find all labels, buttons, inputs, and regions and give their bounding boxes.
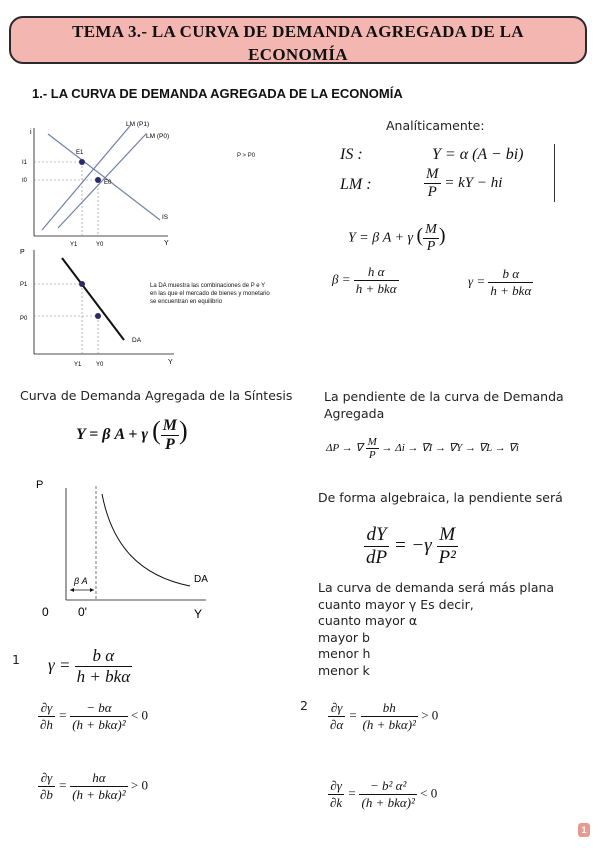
title-banner (9, 16, 587, 64)
e1-label: E1 (76, 150, 84, 156)
brace (548, 144, 555, 202)
i0-label: I0 (22, 178, 28, 184)
y-axis-label-top: Y (164, 240, 169, 247)
algebra-heading: De forma algebraica, la pendiente será (318, 490, 563, 505)
algebra-equation: $\frac{dY}{dP}$ = −γ $\frac{M}{\text{P²}}$ (366, 524, 456, 568)
da-curve-graph (30, 476, 230, 626)
is-equation: Y = α (A − bi) (432, 146, 524, 163)
shift-label: β A (74, 576, 88, 586)
e0-point (95, 177, 101, 183)
e0-label: E0 (104, 180, 112, 186)
item-number-2: 2 (300, 698, 308, 713)
section-heading: 1.- LA CURVA DE DEMANDA AGREGADA DE LA ECONOMÍA (32, 86, 403, 101)
title-line-1: TEMA 3.- LA CURVA DE DEMANDA AGREGADA DE LA (72, 22, 524, 41)
lm-p0-line (58, 134, 146, 228)
i1-label: I1 (22, 160, 28, 166)
title-line-2: ECONOMÍA (248, 45, 348, 64)
synthesis-equation: Y = β A + γ ( $\frac{M}{P}$ ) (76, 416, 188, 453)
origin2-label: 0' (78, 605, 87, 619)
y0-label-top: Y0 (96, 242, 104, 248)
is-label: IS (162, 214, 169, 221)
lm-p1-label: LM (P1) (126, 121, 150, 128)
y1-label-top: Y1 (70, 242, 78, 248)
is-line (48, 134, 160, 220)
origin-label: 0 (42, 605, 49, 619)
is-eq-label: IS : (340, 146, 363, 163)
y-equation: Y = β A + γ ( $\frac{M}{P}$ ) (348, 222, 446, 254)
flatter-list (318, 580, 554, 679)
da-label-small: DA (132, 337, 142, 344)
synthesis-heading: Curva de Demanda Agregada de la Síntesis (20, 388, 293, 403)
deriv-alpha: $\frac{\partial\gamma}{\partial\alpha}$ = $\frac{bh}{\text{(h + bkα)²}}$ > 0 (330, 700, 439, 732)
lm-p1-line (42, 126, 130, 230)
da-note: La DA muestra las combinaciones de P e Y en las que el mercado de bienes y monetario se encuentran en equilibrio (150, 283, 270, 305)
da-line (62, 258, 124, 340)
flatter-line-2: cuanto mayor γ Es decir, (318, 596, 474, 612)
slope-heading: La pendiente de la curva de Demanda Agregada (324, 389, 564, 421)
p1-label: P1 (20, 282, 28, 288)
price-condition: P > P0 (237, 153, 256, 159)
da-hyperbola (102, 494, 190, 586)
flatter-line-1: La curva de demanda será más plana (318, 580, 555, 595)
islm-da-graph (18, 118, 228, 373)
y0-label-bottom: Y0 (96, 362, 104, 368)
lm-eq-label: LM : (340, 176, 372, 193)
lm-equation: $\frac{M}{P}$ = kY − hi (426, 166, 503, 200)
da-point-1 (79, 281, 85, 287)
deriv-h: $\frac{\partial\gamma}{\partial h}$ = $\frac{- b\alpha}{\text{(h + bkα)²}}$ < 0 (40, 700, 148, 732)
gamma-equation: γ = $\frac{\text{b α}}{\text{h + bkα}}$ (468, 266, 532, 298)
e1-point (79, 159, 85, 165)
da-p-axis-label: P (36, 479, 44, 491)
beta-equation: β = $\frac{\text{h α}}{\text{h + bkα}}$ (332, 264, 397, 296)
p-axis-label: P (20, 249, 25, 256)
deriv-k: $\frac{\partial\gamma}{\partial k}$ = $\frac{\text{− b² α²}}{\text{(h + bkα)²}}$ < 0 (330, 778, 438, 810)
deriv-b: $\frac{\partial\gamma}{\partial b}$ = $\frac{h\alpha}{\text{(h + bkα)²}}$ > 0 (40, 770, 148, 802)
i-axis-label: i (30, 129, 32, 136)
p0-label: P0 (20, 316, 28, 322)
slope-chain: ΔP → ∇ $\frac{M}{P}$ → Δi → ∇I → ∇Y → ∇L → ∇i (326, 436, 519, 461)
da-point-0 (95, 313, 101, 319)
analytic-label: Analíticamente: (386, 118, 485, 133)
flatter-line-5: menor h (318, 646, 371, 661)
y1-label-bottom: Y1 (74, 362, 82, 368)
lm-p0-label: LM (P0) (146, 133, 170, 140)
y-axis-label-bottom: Y (168, 359, 173, 366)
flatter-line-6: menor k (318, 662, 370, 678)
item-number-1: 1 (12, 652, 20, 667)
da-curve-label: DA (194, 574, 208, 585)
da-y-axis-label: Y (194, 607, 203, 621)
page-number-badge: 1 (578, 823, 590, 837)
flatter-line-3: cuanto mayor α (318, 613, 418, 628)
flatter-line-4: mayor b (318, 629, 370, 645)
gamma-equation-2: γ = $\frac{\text{b α}}{\text{h + bkα}}$ (48, 646, 131, 686)
